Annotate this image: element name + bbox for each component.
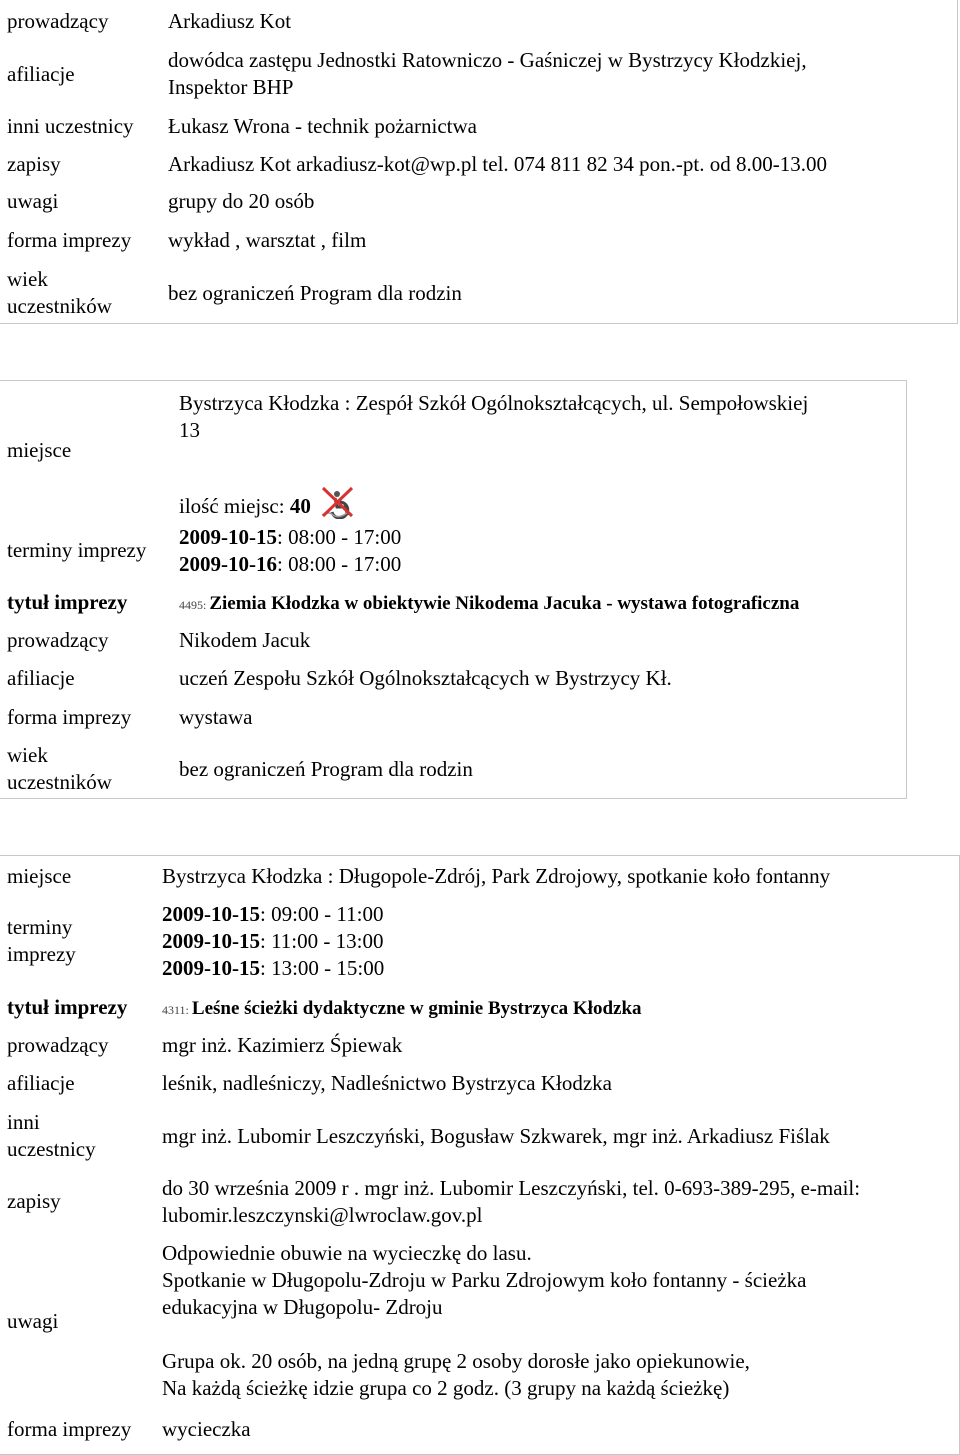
- label-miejsce: miejsce: [7, 438, 72, 462]
- value-inni-uczestnicy: mgr inż. Lubomir Leszczyński, Bogusław Szkwarek, mgr inż. Arkadiusz Fiślak: [162, 1124, 830, 1148]
- label-inni-uczestnicy: inni uczestnicy: [7, 114, 134, 138]
- value-prowadzacy: Arkadiusz Kot: [168, 9, 292, 33]
- label-terminy-imprezy: terminy imprezy: [7, 915, 76, 966]
- label-zapisy: zapisy: [7, 152, 61, 176]
- label-afiliacje: afiliacje: [7, 1071, 75, 1095]
- value-afiliacje: dowódca zastępu Jednostki Ratowniczo - Gaśniczej w Bystrzycy Kłodzkiej, Inspektor BHP: [168, 48, 807, 99]
- label-zapisy: zapisy: [7, 1189, 61, 1213]
- value-uwagi: Odpowiednie obuwie na wycieczkę do lasu. Spotkanie w Długopolu-Zdroju w Parku Zdrojowym koło fontanny - ścieżka edukacyjna w Długopolu- Zdroju Grupa ok. 20 osób, na jedną grupę 2 osoby dorosłe jako opiekunowie, Na każdą ścieżkę idzie grupa co 2 godz. (3 grupy na każdą ścieżkę): [162, 1241, 807, 1400]
- value-inni-uczestnicy: Łukasz Wrona - technik pożarnictwa: [168, 114, 477, 138]
- label-wiek-uczestnikow: wiek uczestników: [7, 267, 112, 318]
- value-forma-imprezy: wystawa: [179, 705, 253, 729]
- value-uwagi: grupy do 20 osób: [168, 189, 315, 213]
- value-forma-imprezy: wykład , warsztat , film: [168, 228, 367, 252]
- label-forma-imprezy: forma imprezy: [7, 228, 132, 252]
- label-terminy-imprezy: terminy imprezy: [7, 538, 147, 562]
- value-prowadzacy: Nikodem Jacuk: [179, 628, 311, 652]
- value-wiek-uczestnikow: bez ograniczeń Program dla rodzin: [179, 757, 473, 781]
- value-afiliacje: leśnik, nadleśniczy, Nadleśnictwo Bystrzyca Kłodzka: [162, 1071, 613, 1095]
- value-prowadzacy: mgr inż. Kazimierz Śpiewak: [162, 1033, 403, 1057]
- label-inni-uczestnicy: inni uczestnicy: [7, 1110, 96, 1161]
- value-tytul-imprezy: 4311: Leśne ścieżki dydaktyczne w gminie Bystrzyca Kłodzka: [162, 998, 642, 1019]
- seats-count: ilość miejsc: 40: [179, 485, 355, 526]
- value-terminy: 2009-10-15: 08:00 - 17:00 2009-10-16: 08:00 - 17:00: [179, 525, 402, 576]
- value-miejsce: Bystrzyca Kłodzka : Długopole-Zdrój, Park Zdrojowy, spotkanie koło fontanny: [162, 864, 831, 888]
- value-zapisy: do 30 września 2009 r . mgr inż. Lubomir Leszczyński, tel. 0-693-389-295, e-mail: lubomir.leszczynski@lwroclaw.gov.pl: [162, 1176, 861, 1227]
- label-uwagi: uwagi: [7, 1309, 59, 1333]
- label-prowadzacy: prowadzący: [7, 1033, 109, 1057]
- label-afiliacje: afiliacje: [7, 62, 75, 86]
- event-card-1: [0, 0, 958, 324]
- value-afiliacje: uczeń Zespołu Szkół Ogólnokształcących w Bystrzycy Kł.: [179, 666, 672, 690]
- event-card-2: [0, 380, 907, 799]
- label-wiek-uczestnikow: wiek uczestników: [7, 743, 112, 794]
- label-miejsce: miejsce: [7, 864, 72, 888]
- label-forma-imprezy: forma imprezy: [7, 705, 132, 729]
- label-prowadzacy: prowadzący: [7, 628, 109, 652]
- no-wheelchair-access-icon: [319, 485, 355, 526]
- label-afiliacje: afiliacje: [7, 666, 75, 690]
- event-card-3: [0, 855, 960, 1455]
- value-forma-imprezy: wycieczka: [162, 1417, 251, 1441]
- label-uwagi: uwagi: [7, 189, 59, 213]
- value-tytul-imprezy: 4495: Ziemia Kłodzka w obiektywie Nikodema Jacuka - wystawa fotograficzna: [179, 593, 800, 614]
- label-prowadzacy: prowadzący: [7, 9, 109, 33]
- label-forma-imprezy: forma imprezy: [7, 1417, 132, 1441]
- label-tytul-imprezy: tytuł imprezy: [7, 590, 128, 614]
- value-zapisy: Arkadiusz Kot arkadiusz-kot@wp.pl tel. 074 811 82 34 pon.-pt. od 8.00-13.00: [168, 152, 827, 176]
- value-terminy: 2009-10-15: 09:00 - 11:00 2009-10-15: 11:00 - 13:00 2009-10-15: 13:00 - 15:00: [162, 902, 385, 980]
- value-wiek-uczestnikow: bez ograniczeń Program dla rodzin: [168, 281, 462, 305]
- label-tytul-imprezy: tytuł imprezy: [7, 995, 128, 1019]
- value-miejsce: Bystrzyca Kłodzka : Zespół Szkół Ogólnokształcących, ul. Sempołowskiej 13: [179, 391, 809, 442]
